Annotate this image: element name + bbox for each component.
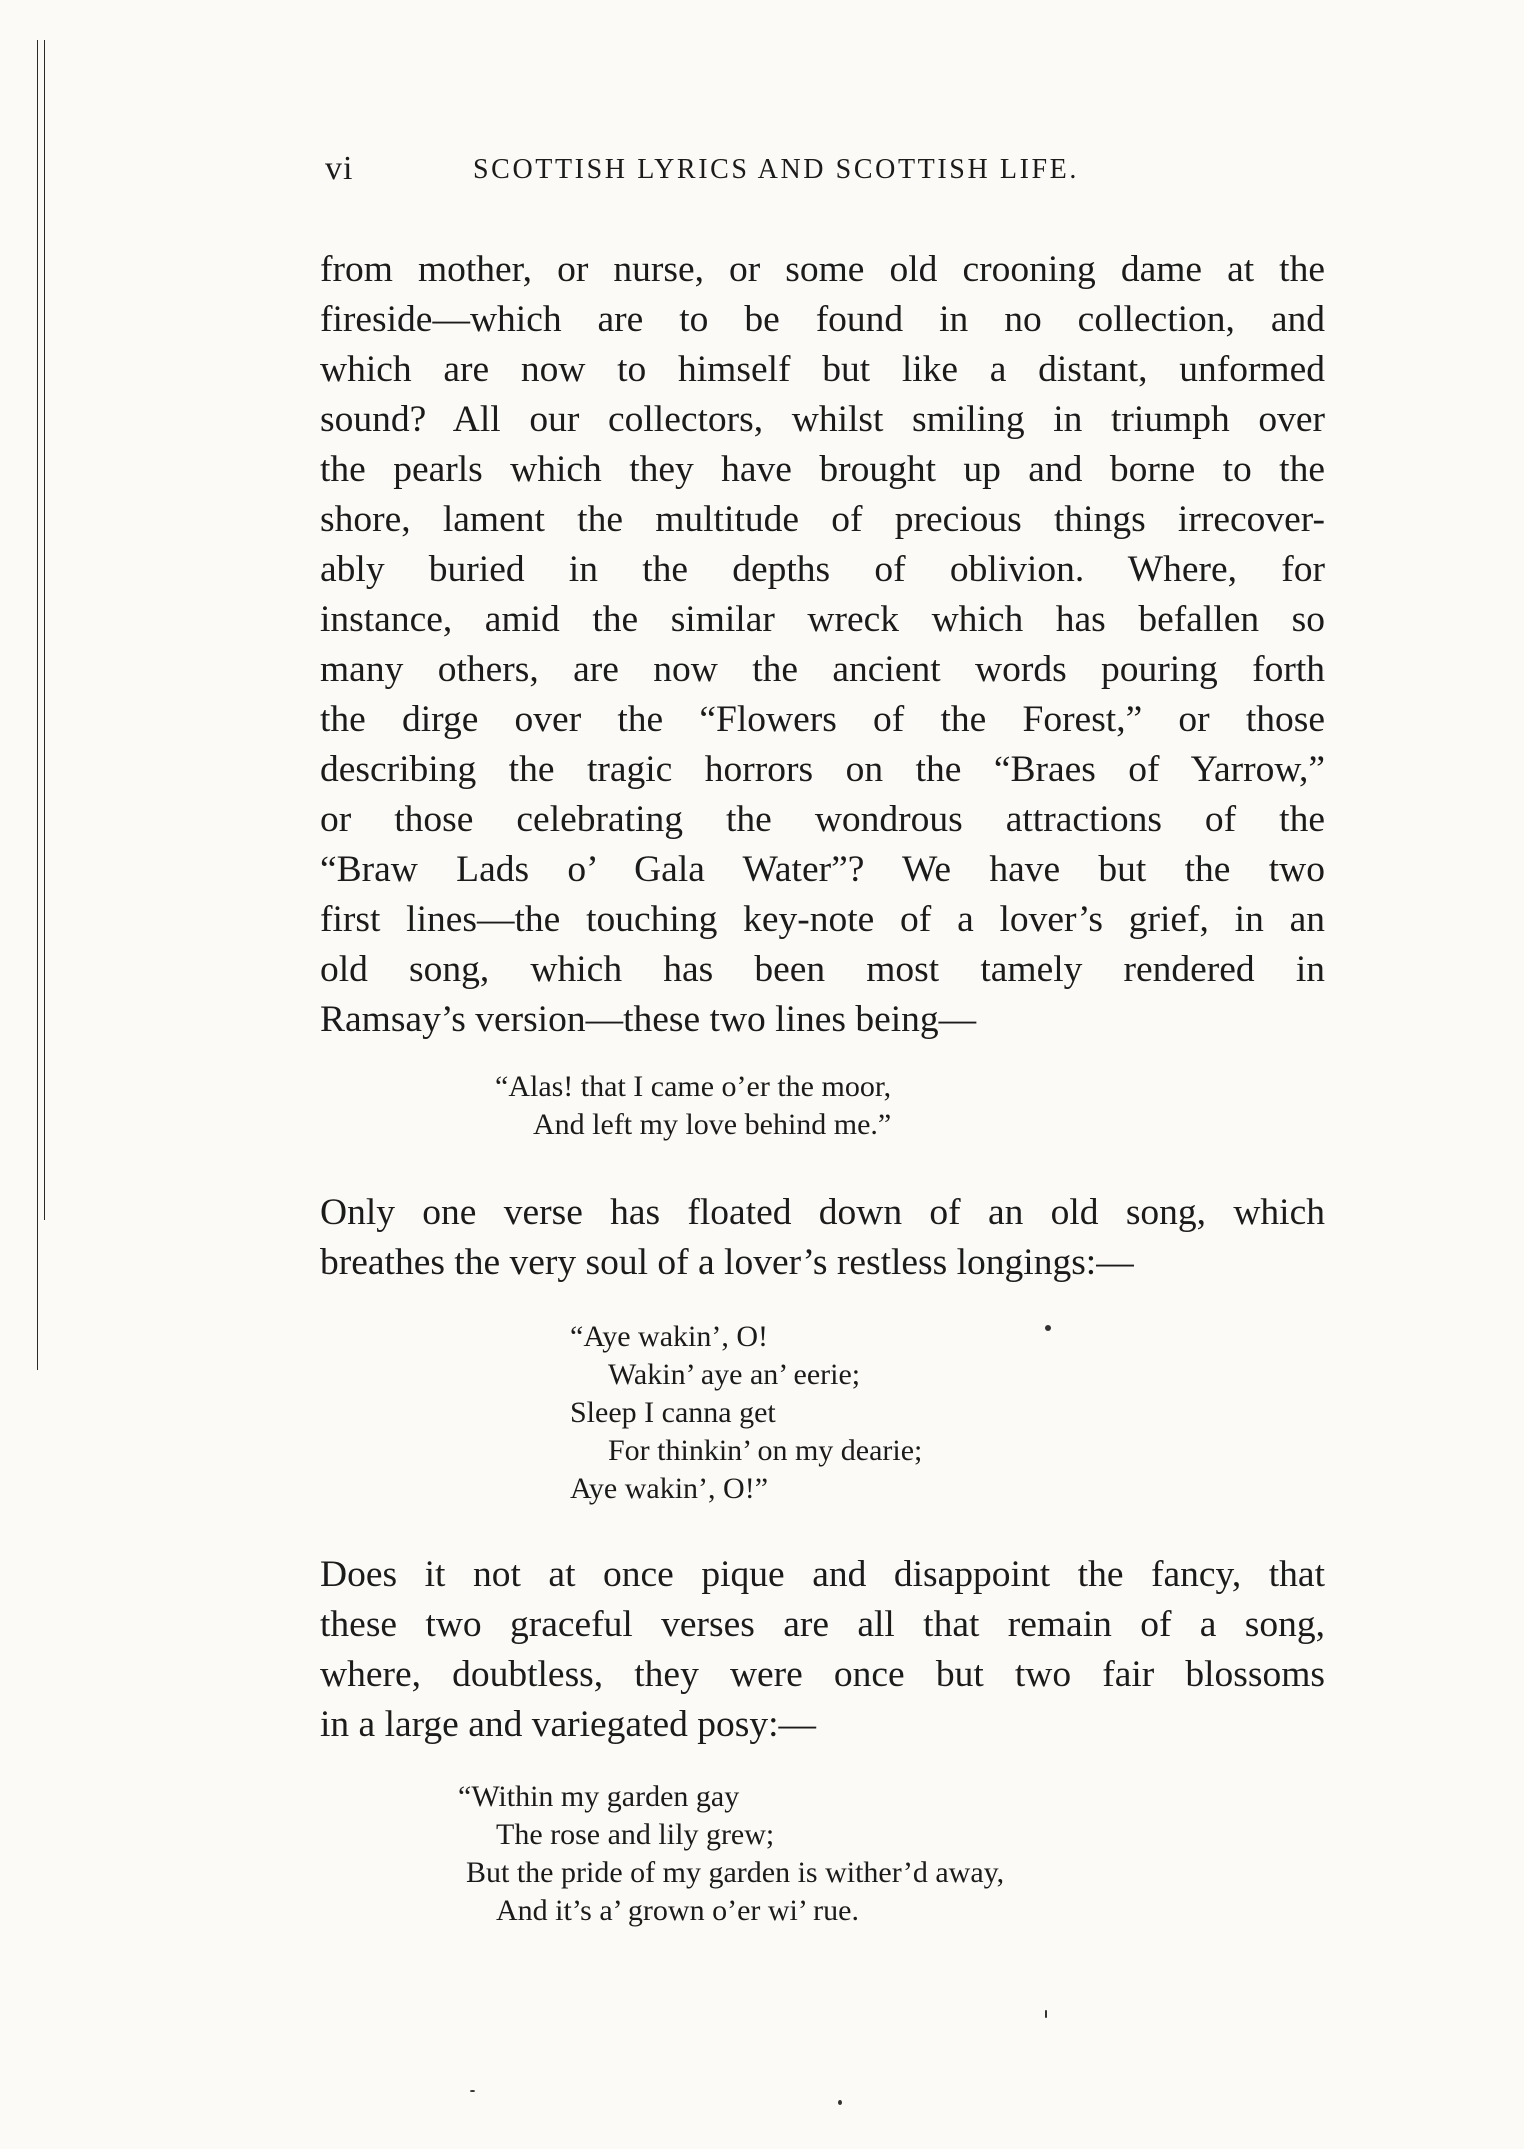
verse-line: Aye wakin’, O!” [570, 1472, 769, 1505]
text-line: sound? All our collectors, whilst smiling in triumph over [320, 399, 1325, 440]
verse-line: “Aye wakin’, O! [570, 1320, 769, 1353]
text-line: ably buried in the depths of oblivion. Where, for [320, 549, 1325, 590]
text-line: old song, which has been most tamely rendered in [320, 949, 1325, 990]
text-line: Ramsay’s version—these two lines being— [320, 999, 977, 1040]
text-line: fireside—which are to be found in no collection, and [320, 299, 1325, 340]
verse-line: And left my love behind me.” [533, 1108, 892, 1141]
ink-speck [838, 2100, 842, 2105]
verse-line: For thinkin’ on my dearie; [608, 1434, 923, 1467]
verse-3 [458, 1778, 1004, 1930]
verse-line: “Within my garden gay [458, 1780, 740, 1813]
paragraph-2 [320, 1188, 1325, 1288]
text-line: instance, amid the similar wreck which has befallen so [320, 599, 1325, 640]
verse-line: The rose and lily grew; [496, 1818, 775, 1851]
text-line: where, doubtless, they were once but two fair blossoms [320, 1654, 1325, 1695]
text-line: Only one verse has floated down of an old song, which [320, 1192, 1325, 1233]
paragraph-3 [320, 1550, 1325, 1750]
verse-line: Wakin’ aye an’ eerie; [608, 1358, 861, 1391]
verse-1 [495, 1068, 891, 1144]
text-line: which are now to himself but like a distant, unformed [320, 349, 1325, 390]
verse-line: “Alas! that I came o’er the moor, [495, 1070, 892, 1103]
text-line: from mother, or nurse, or some old crooning dame at the [320, 249, 1325, 290]
page-number: vi [325, 150, 354, 187]
verse-line: But the pride of my garden is wither’d away, [466, 1856, 1005, 1889]
ink-speck [1045, 1325, 1051, 1331]
text-line: Does it not at once pique and disappoint the fancy, that [320, 1554, 1325, 1595]
text-line: “Braw Lads o’ Gala Water”? We have but the two [320, 849, 1325, 890]
ink-speck [470, 2090, 475, 2092]
text-line: many others, are now the ancient words pouring forth [320, 649, 1325, 690]
page-header [325, 150, 1165, 194]
verse-2 [570, 1318, 922, 1508]
running-title: SCOTTISH LYRICS AND SCOTTISH LIFE. [473, 154, 1079, 185]
text-line: or those celebrating the wondrous attractions of the [320, 799, 1325, 840]
verse-line: And it’s a’ grown o’er wi’ rue. [496, 1894, 859, 1927]
text-line: in a large and variegated posy:— [320, 1704, 817, 1745]
binding-edge [18, 40, 48, 1430]
text-line: the dirge over the “Flowers of the Forest,” or those [320, 699, 1325, 740]
text-line: these two graceful verses are all that remain of a song, [320, 1604, 1325, 1645]
verse-line: Sleep I canna get [570, 1396, 776, 1429]
text-line: the pearls which they have brought up and borne to the [320, 449, 1325, 490]
paragraph-1 [320, 245, 1325, 1045]
ink-speck [1045, 2010, 1047, 2018]
text-line: first lines—the touching key-note of a lover’s grief, in an [320, 899, 1325, 940]
text-line: describing the tragic horrors on the “Braes of Yarrow,” [320, 749, 1325, 790]
text-line: shore, lament the multitude of precious things irrecover- [320, 499, 1325, 540]
text-line: breathes the very soul of a lover’s restless longings:— [320, 1242, 1134, 1283]
